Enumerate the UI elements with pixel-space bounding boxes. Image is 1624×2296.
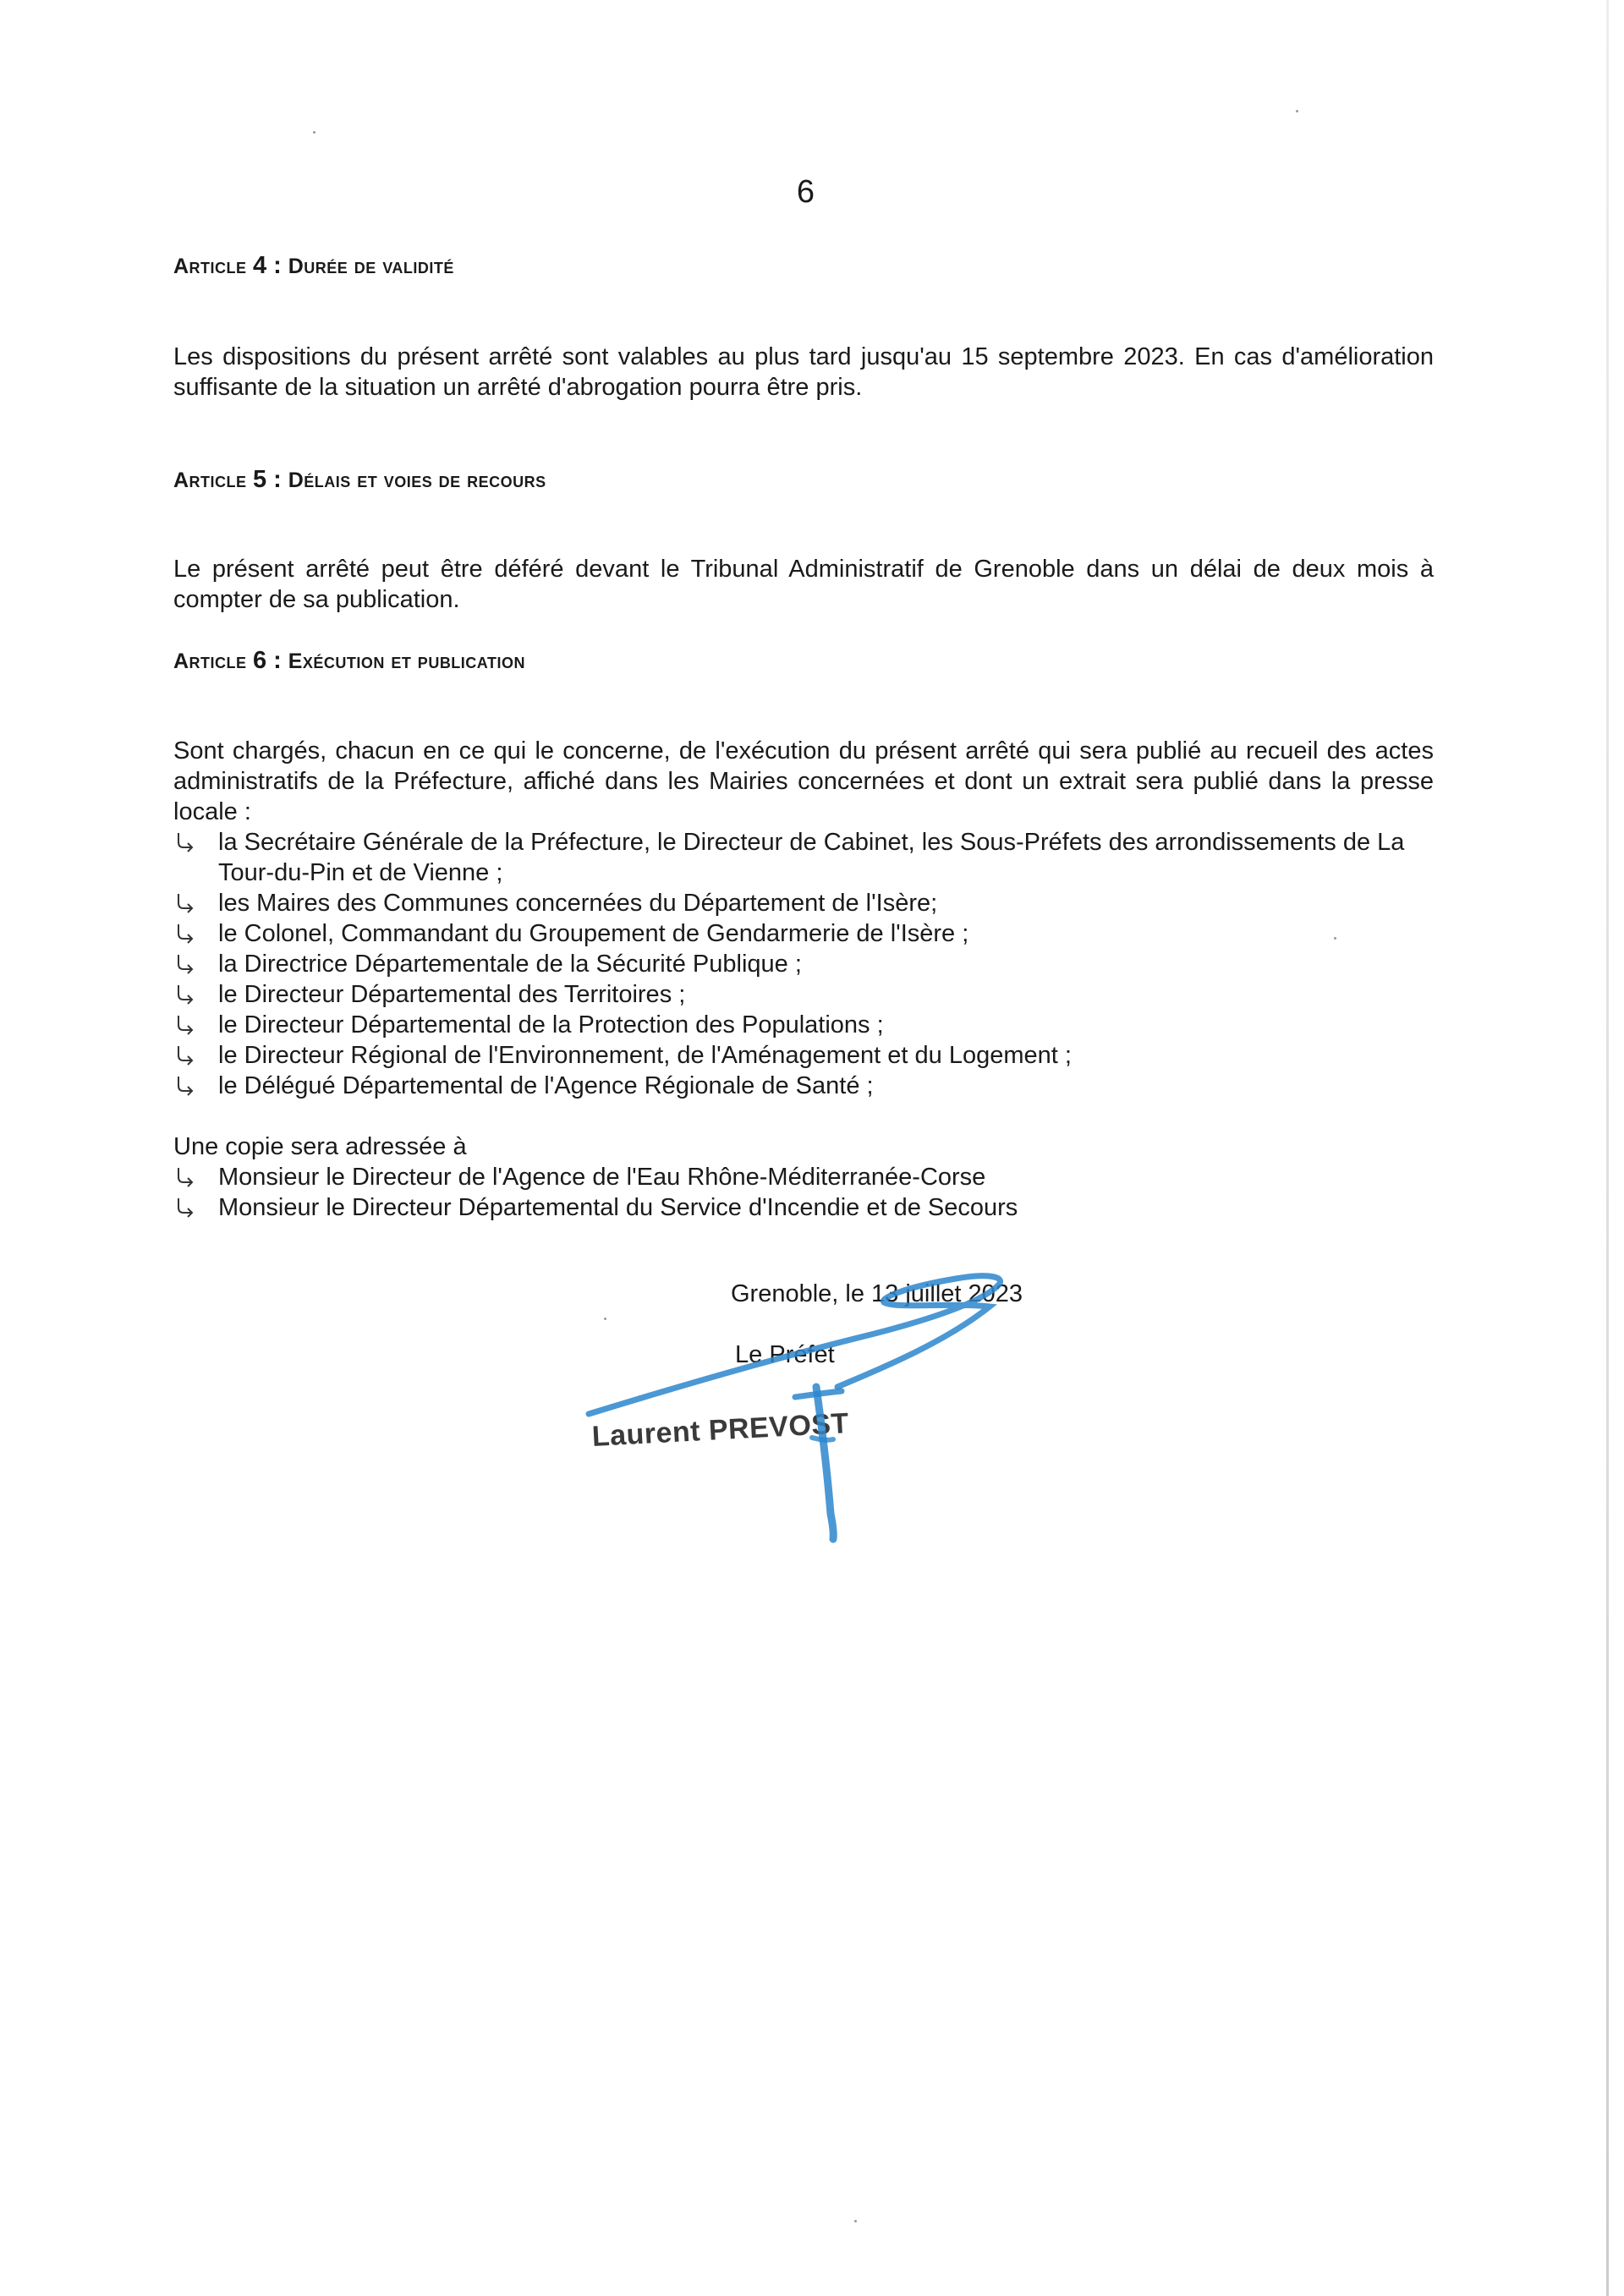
- article-4-heading: [173, 252, 454, 280]
- list-item: [173, 1010, 1434, 1040]
- list-item: [173, 1071, 1434, 1101]
- article-number: 4: [253, 252, 267, 279]
- scan-speck: [313, 131, 315, 134]
- spacer: [173, 1101, 1434, 1132]
- article-6-body: [173, 736, 1434, 1223]
- scan-speck: [854, 2220, 857, 2222]
- article-4-body: Les dispositions du présent arrêté sont valables au plus tard jusqu'au 15 septembre 2023. En cas d'amélioration suffisante de la situation un arrêté d'abrogation pourra être pris.: [173, 343, 1434, 401]
- list-item: [173, 949, 1434, 979]
- scan-speck: [1296, 110, 1298, 112]
- recipient-list: [173, 827, 1434, 1101]
- article-label: Article: [173, 255, 247, 278]
- hooked-arrow-icon: [173, 1196, 197, 1219]
- list-item: [173, 979, 1434, 1010]
- copy-recipient-list: [173, 1162, 1434, 1223]
- hooked-arrow-icon: [173, 983, 197, 1006]
- article-6-heading: [173, 647, 525, 675]
- recipient-text: les Maires des Communes concernées du Département de l'Isère;: [218, 890, 938, 917]
- list-item: [173, 827, 1434, 888]
- recipient-text: le Directeur Régional de l'Environnement, de l'Aménagement et du Logement ;: [218, 1042, 1072, 1069]
- recipient-text: le Délégué Départemental de l'Agence Régionale de Santé ;: [218, 1072, 874, 1099]
- hooked-arrow-icon: [173, 952, 197, 976]
- spacer: [731, 1309, 1023, 1340]
- copy-recipient-text: Monsieur le Directeur de l'Agence de l'Eau Rhône-Méditerranée-Corse: [218, 1164, 986, 1191]
- scan-edge: [1606, 0, 1609, 2296]
- article-label: Article: [173, 469, 247, 492]
- recipient-text: le Colonel, Commandant du Groupement de Gendarmerie de l'Isère ;: [218, 920, 969, 947]
- signature-block: [731, 1279, 1023, 1370]
- article-label: Article: [173, 649, 247, 673]
- list-item: [173, 1162, 1434, 1192]
- article-6-intro: Sont chargés, chacun en ce qui le concerne, de l'exécution du présent arrêté qui sera publié au recueil des actes administratifs de la Préfecture, affiché dans les Mairies concernées et dont un extrait sera publié dans la presse locale :: [173, 737, 1434, 825]
- article-number: 6: [253, 647, 267, 674]
- recipient-text: le Directeur Départemental des Territoires ;: [218, 981, 686, 1008]
- article-title: Exécution et publication: [288, 649, 525, 673]
- hooked-arrow-icon: [173, 1074, 197, 1098]
- list-item: [173, 1192, 1434, 1223]
- place-date: Grenoble, le 13 juillet 2023: [731, 1280, 1023, 1307]
- hooked-arrow-icon: [173, 830, 197, 854]
- recipient-text: la Directrice Départementale de la Sécurité Publique ;: [218, 951, 802, 978]
- copy-recipient-text: Monsieur le Directeur Départemental du Service d'Incendie et de Secours: [218, 1194, 1018, 1221]
- article-number: 5: [253, 466, 267, 493]
- scan-speck: [1334, 937, 1336, 940]
- page-number: 6: [796, 174, 815, 210]
- article-5-heading: [173, 466, 546, 494]
- hooked-arrow-icon: [173, 922, 197, 945]
- list-item: [173, 918, 1434, 949]
- article-separator: :: [273, 466, 283, 493]
- article-separator: :: [273, 252, 283, 279]
- recipient-text: le Directeur Départemental de la Protection des Populations ;: [218, 1011, 884, 1038]
- scan-speck: [604, 1318, 606, 1320]
- list-item: [173, 1040, 1434, 1071]
- article-title: Durée de validité: [288, 255, 454, 278]
- signer-name-stamp: Laurent PREVOST: [590, 1407, 850, 1453]
- article-5-body: Le présent arrêté peut être déféré devant le Tribunal Administratif de Grenoble dans un délai de deux mois à compter de sa publication.: [173, 556, 1434, 613]
- signer-role: Le Préfet: [735, 1341, 835, 1368]
- hooked-arrow-icon: [173, 1044, 197, 1067]
- hooked-arrow-icon: [173, 1165, 197, 1189]
- article-title: Délais et voies de recours: [288, 469, 546, 492]
- article-separator: :: [273, 647, 283, 674]
- recipient-text: la Secrétaire Générale de la Préfecture, le Directeur de Cabinet, les Sous-Préfets des arrondissements de La Tour-du-Pin et de Vienne ;: [218, 829, 1405, 886]
- list-item: [173, 888, 1434, 918]
- hooked-arrow-icon: [173, 891, 197, 915]
- copy-intro: Une copie sera adressée à: [173, 1133, 467, 1160]
- hooked-arrow-icon: [173, 1013, 197, 1037]
